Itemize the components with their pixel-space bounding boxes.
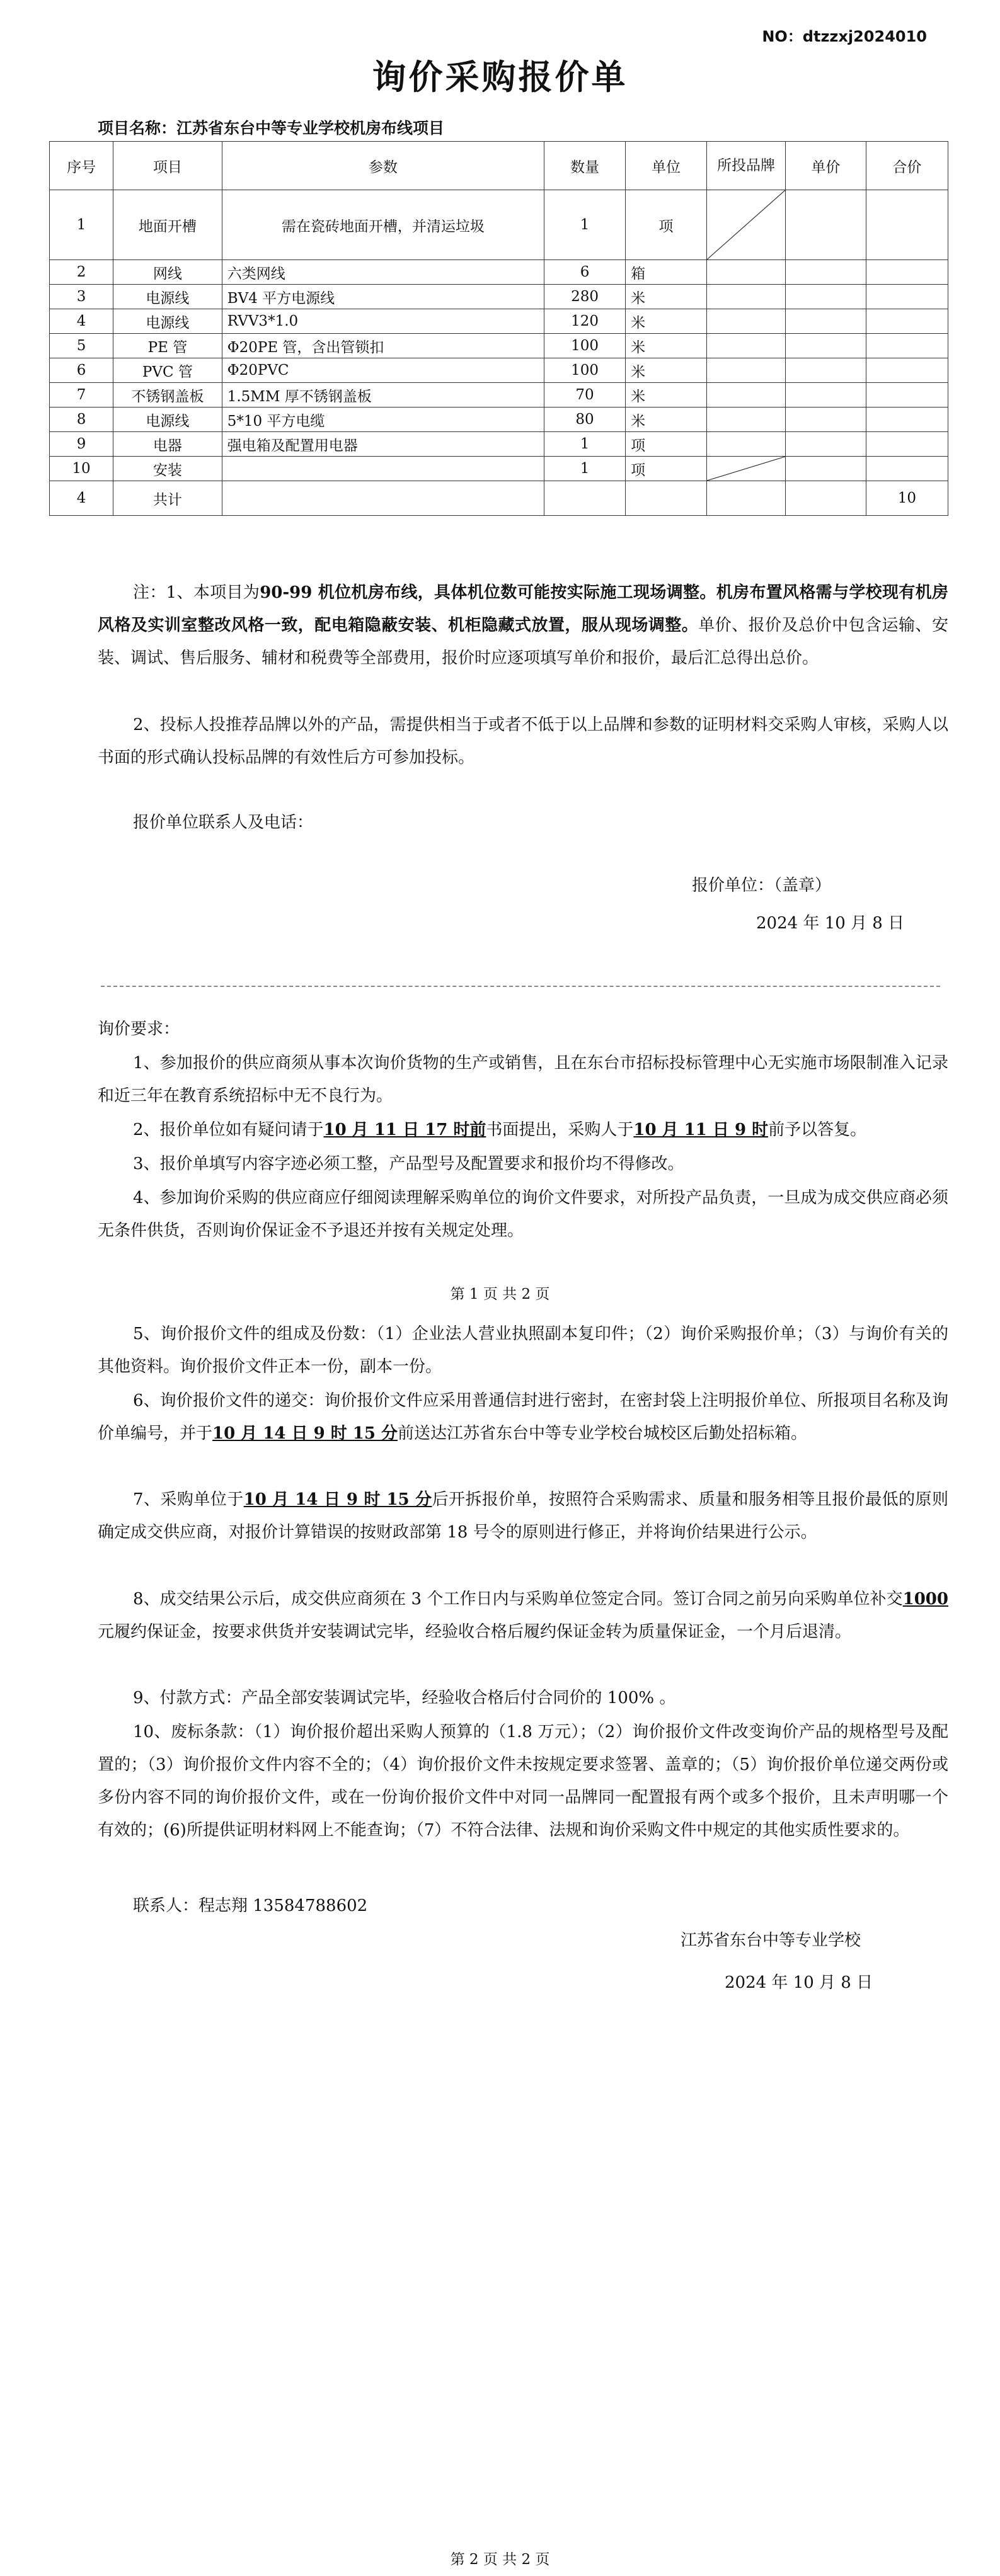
header-unit-price: 单价 bbox=[785, 142, 866, 190]
cell-qty: 1 bbox=[544, 190, 625, 260]
cell-spec: Φ20PE 管，含出管锁扣 bbox=[222, 334, 544, 358]
cell-spec: Φ20PVC bbox=[222, 358, 544, 383]
issuing-organization: 江苏省东台中等专业学校 bbox=[681, 1931, 861, 1950]
cell-spec: BV4 平方电源线 bbox=[222, 285, 544, 309]
cell-item: 电源线 bbox=[113, 407, 222, 432]
cell-no: 1 bbox=[50, 190, 113, 260]
cell-qty: 70 bbox=[544, 383, 625, 407]
requirements-heading: 询价要求： bbox=[98, 1020, 180, 1039]
cell-item: 电源线 bbox=[113, 285, 222, 309]
cell-brand bbox=[706, 260, 785, 285]
cell-spec: 需在瓷砖地面开槽，并清运垃圾 bbox=[222, 190, 544, 260]
table-header-row bbox=[50, 142, 948, 190]
cell-unit-price bbox=[785, 334, 866, 358]
contact-person: 联系人：程志翔 13584788602 bbox=[133, 1896, 368, 1915]
header-no: 序号 bbox=[50, 142, 113, 190]
table-row bbox=[50, 457, 948, 481]
cell-no: 2 bbox=[50, 260, 113, 285]
cell-brand bbox=[706, 383, 785, 407]
cell-unit-price bbox=[785, 432, 866, 457]
cell-unit-price bbox=[785, 309, 866, 334]
cell-qty: 1 bbox=[544, 432, 625, 457]
cell-total-sum: 10 bbox=[866, 481, 948, 516]
cell-total-no: 4 bbox=[50, 481, 113, 516]
cell-brand bbox=[706, 407, 785, 432]
requirement-10: 10、废标条款：（1）询价报价超出采购人预算的（1.8 万元）；（2）询价报价文件改变询价产品的规格型号及配置的；（3）询价报价文件内容不全的；（4）询价报价文件未按规定要求签署、盖章的；（5）询价报价单位递交两份或多份内容不同的询价报价文件，或在一份询价报价文件中对同一品牌同一配置报有两个或多个报价，且未声明哪一个有效的；(6)所提供证明材料网上不能查询；（7）不符合法律、法规和询价采购文件中规定的其他实质性要求的。 bbox=[98, 1723, 948, 1840]
cell-spec bbox=[222, 457, 544, 481]
cell-qty: 100 bbox=[544, 358, 625, 383]
header-brand: 所投品牌 bbox=[706, 142, 785, 190]
cell-brand bbox=[706, 358, 785, 383]
cell-qty: 280 bbox=[544, 285, 625, 309]
cell-total-price bbox=[866, 432, 948, 457]
cell-item: PE 管 bbox=[113, 334, 222, 358]
cell-no: 8 bbox=[50, 407, 113, 432]
cell-unit-price bbox=[785, 457, 866, 481]
note-1: 注：1、本项目为90-99 机位机房布线，具体机位数可能按实际施工现场调整。机房布置风格需与学校现有机房风格及实训室整改风格一致，配电箱隐蔽安装、机柜隐藏式放置，服从现场调整。单价、报价及总价中包含运输、安装、调试、售后服务、辅材和税费等全部费用，报价时应逐项填写单价和报价，最后汇总得出总价。 bbox=[98, 583, 948, 668]
cell-item: PVC 管 bbox=[113, 358, 222, 383]
cell-no: 5 bbox=[50, 334, 113, 358]
cell-total-price bbox=[866, 383, 948, 407]
requirement-5: 5、询价报价文件的组成及份数：（1）企业法人营业执照副本复印件；（2）询价采购报价单；（3）与询价有关的其他资料。询价报价文件正本一份，副本一份。 bbox=[98, 1325, 948, 1376]
cell-unit-price bbox=[785, 190, 866, 260]
cell-spec: 1.5MM 厚不锈钢盖板 bbox=[222, 383, 544, 407]
dashed-divider bbox=[101, 986, 940, 987]
cell-total-price bbox=[866, 309, 948, 334]
cell-unit: 米 bbox=[626, 383, 707, 407]
quote-seal-label: 报价单位：（盖章） bbox=[692, 876, 832, 895]
cell-spec: 强电箱及配置用电器 bbox=[222, 432, 544, 457]
project-name: 项目名称：江苏省东台中等专业学校机房布线项目 bbox=[98, 119, 445, 137]
cell-unit-price bbox=[785, 358, 866, 383]
cell-brand bbox=[706, 285, 785, 309]
quotation-table bbox=[49, 141, 948, 516]
cell-total-price bbox=[866, 260, 948, 285]
quote-contact-label: 报价单位联系人及电话： bbox=[133, 813, 314, 832]
requirement-7: 7、采购单位于10 月 14 日 9 时 15 分后开拆报价单，按照符合采购需求、质量和服务相等且报价最低的原则确定成交供应商，对报价计算错误的按财政部第 18 号令的原则进行修正，并将询价结果进行公示。 bbox=[98, 1490, 948, 1542]
cell-qty: 6 bbox=[544, 260, 625, 285]
cell-no: 7 bbox=[50, 383, 113, 407]
cell-no: 3 bbox=[50, 285, 113, 309]
header-total-price: 合价 bbox=[866, 142, 948, 190]
requirement-9: 9、付款方式：产品全部安装调试完毕，经验收合格后付合同价的 100% 。 bbox=[133, 1689, 676, 1707]
table-row bbox=[50, 309, 948, 334]
quote-date: 2024 年 10 月 8 日 bbox=[756, 914, 905, 933]
cell-spec: 六类网线 bbox=[222, 260, 544, 285]
requirement-4: 4、参加询价采购的供应商应仔细阅读理解采购单位的询价文件要求，对所投产品负责，一旦成为成交供应商必须无条件供货，否则询价保证金不予退还并按有关规定处理。 bbox=[98, 1188, 948, 1240]
cell-unit: 项 bbox=[626, 432, 707, 457]
cell-item: 不锈钢盖板 bbox=[113, 383, 222, 407]
header-qty: 数量 bbox=[544, 142, 625, 190]
cell-unit: 米 bbox=[626, 358, 707, 383]
header-spec: 参数 bbox=[222, 142, 544, 190]
cell-unit-price bbox=[785, 481, 866, 516]
cell-no: 10 bbox=[50, 457, 113, 481]
cell-qty: 120 bbox=[544, 309, 625, 334]
requirement-6: 6、询价报价文件的递交：询价报价文件应采用普通信封进行密封，在密封袋上注明报价单位、所报项目名称及询价单编号，并于10 月 14 日 9 时 15 分前送达江苏省东台中等专业学校台城校区后勤处招标箱。 bbox=[98, 1391, 948, 1443]
cell-unit: 米 bbox=[626, 407, 707, 432]
cell-total-label: 共计 bbox=[113, 481, 222, 516]
table-row bbox=[50, 358, 948, 383]
cell-unit: 米 bbox=[626, 334, 707, 358]
cell-no: 9 bbox=[50, 432, 113, 457]
cell-unit-price bbox=[785, 383, 866, 407]
page-number-2: 第 2 页 共 2 页 bbox=[450, 2551, 550, 2568]
header-item: 项目 bbox=[113, 142, 222, 190]
cell-brand-blank bbox=[706, 457, 785, 481]
page-number-1: 第 1 页 共 2 页 bbox=[450, 1286, 550, 1302]
cell-total-price bbox=[866, 190, 948, 260]
cell-unit bbox=[626, 481, 707, 516]
cell-total-price bbox=[866, 358, 948, 383]
issue-date: 2024 年 10 月 8 日 bbox=[725, 1973, 873, 1992]
cell-brand-blank bbox=[706, 190, 785, 260]
cell-spec: 5*10 平方电缆 bbox=[222, 407, 544, 432]
table-row bbox=[50, 334, 948, 358]
cell-item: 电源线 bbox=[113, 309, 222, 334]
table-row bbox=[50, 190, 948, 260]
requirement-8: 8、成交结果公示后，成交供应商须在 3 个工作日内与采购单位签定合同。签订合同之前另向采购单位补交1000元履约保证金，按要求供货并安装调试完毕，经验收合格后履约保证金转为质量保证金，一个月后退清。 bbox=[98, 1590, 948, 1641]
cell-total-price bbox=[866, 334, 948, 358]
cell-unit: 箱 bbox=[626, 260, 707, 285]
cell-qty: 100 bbox=[544, 334, 625, 358]
table-total-row bbox=[50, 481, 948, 516]
cell-unit: 项 bbox=[626, 457, 707, 481]
cell-unit-price bbox=[785, 407, 866, 432]
requirement-3: 3、报价单填写内容字迹必须工整，产品型号及配置要求和报价均不得修改。 bbox=[133, 1154, 684, 1173]
note-2: 2、投标人投推荐品牌以外的产品，需提供相当于或者不低于以上品牌和参数的证明材料交采购人审核，采购人以书面的形式确认投标品牌的有效性后方可参加投标。 bbox=[98, 715, 948, 767]
cell-unit-price bbox=[785, 285, 866, 309]
cell-spec bbox=[222, 481, 544, 516]
cell-brand bbox=[706, 481, 785, 516]
cell-qty: 1 bbox=[544, 457, 625, 481]
cell-item: 地面开槽 bbox=[113, 190, 222, 260]
page-title: 询价采购报价单 bbox=[372, 57, 628, 97]
cell-qty: 80 bbox=[544, 407, 625, 432]
cell-total-price bbox=[866, 285, 948, 309]
table-row bbox=[50, 432, 948, 457]
table-row bbox=[50, 260, 948, 285]
cell-qty bbox=[544, 481, 625, 516]
cell-unit: 米 bbox=[626, 285, 707, 309]
cell-item: 安装 bbox=[113, 457, 222, 481]
cell-unit-price bbox=[785, 260, 866, 285]
cell-brand bbox=[706, 432, 785, 457]
cell-spec: RVV3*1.0 bbox=[222, 309, 544, 334]
header-unit: 单位 bbox=[626, 142, 707, 190]
table-row bbox=[50, 383, 948, 407]
document-number: NO：dtzzxj2024010 bbox=[762, 28, 927, 45]
requirement-2: 2、报价单位如有疑问请于10 月 11 日 17 时前书面提出，采购人于10 月 11 日 9 时前予以答复。 bbox=[133, 1120, 867, 1139]
cell-unit: 米 bbox=[626, 309, 707, 334]
cell-item: 电器 bbox=[113, 432, 222, 457]
cell-total-price bbox=[866, 407, 948, 432]
cell-total-price bbox=[866, 457, 948, 481]
table-row bbox=[50, 285, 948, 309]
cell-item: 网线 bbox=[113, 260, 222, 285]
cell-no: 6 bbox=[50, 358, 113, 383]
cell-brand bbox=[706, 309, 785, 334]
requirement-1: 1、参加报价的供应商须从事本次询价货物的生产或销售，且在东台市招标投标管理中心无实施市场限制准入记录和近三年在教育系统招标中无不良行为。 bbox=[98, 1054, 948, 1105]
cell-no: 4 bbox=[50, 309, 113, 334]
table-row bbox=[50, 407, 948, 432]
cell-brand bbox=[706, 334, 785, 358]
cell-unit: 项 bbox=[626, 190, 707, 260]
